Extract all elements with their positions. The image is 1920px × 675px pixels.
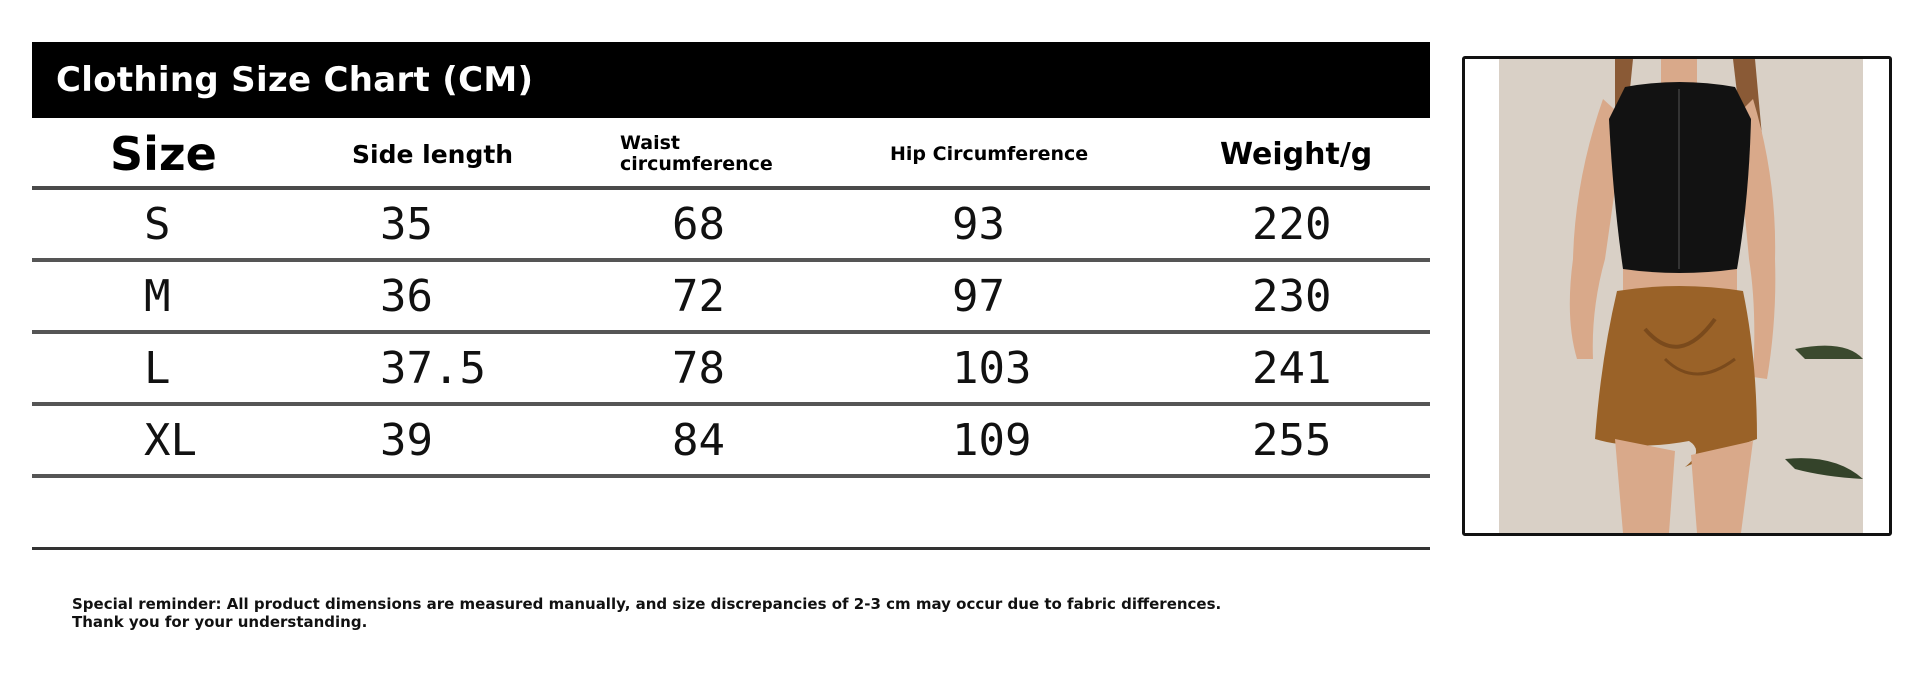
cell-waist: 68	[672, 198, 725, 250]
cell-side-length: 35	[380, 198, 433, 250]
cell-hip: 93	[952, 198, 1005, 250]
cell-waist: 72	[672, 270, 725, 322]
chart-title: Clothing Size Chart (CM)	[56, 60, 534, 100]
cell-weight: 220	[1252, 198, 1332, 250]
cell-side-length: 39	[380, 414, 433, 466]
cell-weight: 255	[1252, 414, 1332, 466]
table-row	[32, 334, 1430, 406]
table-row	[32, 262, 1430, 334]
table-row	[32, 406, 1430, 478]
cell-size: L	[144, 342, 171, 394]
cell-hip: 103	[952, 342, 1032, 394]
cell-weight: 241	[1252, 342, 1332, 394]
cell-size: M	[144, 270, 171, 322]
cell-size: XL	[144, 414, 197, 466]
header-waist: Waist circumference	[620, 132, 773, 175]
blank-row	[32, 478, 1430, 550]
cell-hip: 109	[952, 414, 1032, 466]
cell-side-length: 37.5	[380, 342, 486, 394]
header-size: Size	[110, 127, 217, 181]
header-hip: Hip Circumference	[890, 143, 1089, 165]
cell-weight: 230	[1252, 270, 1332, 322]
cell-size: S	[144, 198, 171, 250]
product-photo	[1462, 56, 1892, 536]
title-bar	[32, 42, 1430, 118]
cell-side-length: 36	[380, 270, 433, 322]
product-photo-skirt-icon	[1465, 59, 1889, 533]
cell-waist: 78	[672, 342, 725, 394]
cell-waist: 84	[672, 414, 725, 466]
table-row	[32, 190, 1430, 262]
header-side-length: Side length	[352, 139, 514, 169]
size-table	[32, 118, 1430, 550]
header-row	[32, 118, 1430, 190]
special-reminder: Special reminder: All product dimensions are measured manually, and size discrepancies of 2-3 cm may occur due to fabric differences. Thank you for your understanding.	[72, 595, 1222, 631]
header-weight: Weight/g	[1220, 136, 1373, 172]
cell-hip: 97	[952, 270, 1005, 322]
